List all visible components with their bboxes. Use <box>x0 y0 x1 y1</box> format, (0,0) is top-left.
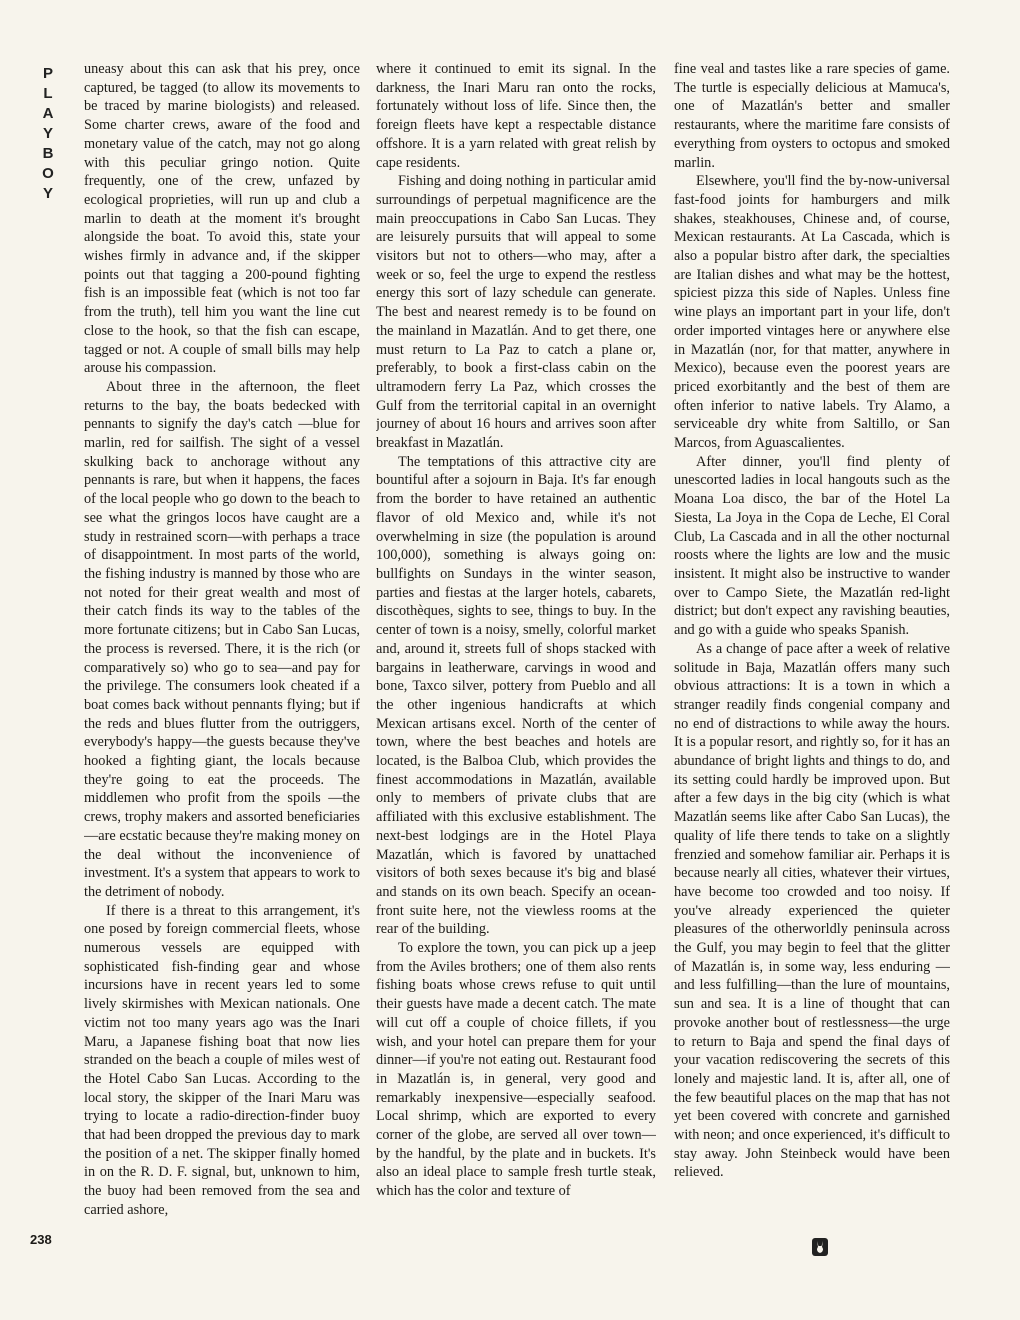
paragraph: fine veal and tastes like a rare species of game. The turtle is especially delicious at Mamuca's, one of Mazatlán's better and smaller restaurants, where the maritime fare consists of everything from oysters to octopus and smoked marlin. <box>674 61 950 171</box>
paragraph: As a change of pace after a week of relative solitude in Baja, Mazatlán offers many such obvious attractions: It is a town in which a stranger readily finds congenial company and no end of distractions to while away the hours. It is a popular resort, and rightly so, for it has an abundance of bright lights and things to do, and its setting could hardly be improved upon. But after a few days in the big city (which is what Mazatlán seems like after Cabo San Lucas), the quality of life there tends to take on a slightly frenzied and somehow familiar air. Perhaps it is because nearly all cities, whatever their virtues, have become too crowded and too noisy. If you've already experienced the quieter pleasures of the otherworldly peninsula across the Gulf, you may begin to feel that the glitter of Mazatlán is, in some way, less enduring —and less fulfilling—than the lure of mountains, sun and sea. It is a line of thought that can provoke another bout of restlessness—the urge to return to Baja and spend the final days of your vacation rediscovering the secrets of this lonely and majestic land. It is, after all, one of the few beautiful places on the map that has not yet been covered with concrete and garnished with neon; and once experienced, it's difficult to stay away. John Steinbeck would have been relieved. <box>674 640 950 1181</box>
article-column-3 <box>674 60 950 1260</box>
paragraph: where it continued to emit its signal. In the darkness, the Inari Maru ran onto the rocks, fortunately without loss of life. Since then, the foreign fleets have kept a respectable distance offshore. It is a yarn related with great relish by cape residents. <box>376 61 656 171</box>
masthead-letter: A <box>42 105 54 122</box>
rabbit-head-logo-icon <box>812 1238 828 1256</box>
paragraph: uneasy about this can ask that his prey, once captured, be tagged (to allow its movements to be traced by marine biologists) and released. Some charter crews, aware of the food and monetary value of the catch, may not go along with this peculiar gringo notion. Quite frequently, one of the crew, unfazed by ecological proprieties, will run up and club a marlin to death at the moment it's brought alongside the boat. To avoid this, state your wishes firmly in advance and, if the skipper points out that tagging a 200-pound fighting fish is an impossible feat (which is not too far from the truth), tell him you want the line cut close to the hook, so that the fish can escape, tagged or not. A couple of small bills may help arouse his compassion. <box>84 61 360 377</box>
masthead-letter: Y <box>42 185 53 202</box>
paragraph: About three in the afternoon, the fleet returns to the bay, the boats bedecked with pennants to signify the day's catch —blue for marlin, red for sailfish. The sight of a vessel skulking back to anchorage without any pennants is rare, but when it happens, the faces of the local people who go down to the beach to see what the gringos locos have caught are a study in restrained scorn—with perhaps a trace of disappointment. In most parts of the world, the fishing industry is manned by those who are not noted for their great wealth and most of their catch finds its way to the tables of the more fortunate citizens; but in Cabo San Lucas, the process is reversed. There, it is the rich (or comparatively so) who go to sea—and pay for the privilege. The consumers look cheated if a boat comes back without pennants flying; but if the reds and blues flutter from the outriggers, everybody's happy—the guests because they've hooked a fighting giant, the locals because they're going to eat the proceeds. The middlemen who profit from the spoils —the crews, trophy makers and assorted beneficiaries—are ecstatic because they're making money on the deal without the inconvenience of investment. It's a system that appears to work to the detriment of nobody. <box>84 378 360 900</box>
paragraph: The temptations of this attractive city are bountiful after a sojourn in Baja. It's far enough from the border to have retained an authentic flavor of old Mexico and, while it's not overwhelming in size (the population is around 100,000), something is always going on: bullfights on Sundays in the winter season, parties and fiestas at the larger hotels, cabarets, discothèques, sights to see, things to buy. In the center of town is a noisy, smelly, colorful market and, around it, streets full of shops stacked with bargains in leatherware, carvings in wood and bone, Taxco silver, pottery from Pueblo and all the other ingenious handicrafts at which Mexican artisans excel. North of the center of town, where the best beaches and hotels are located, is the Balboa Club, which provides the finest accommodations in Mazatlán, available only to members of private clubs that are affiliated with this exclusive establishment. The next-best lodgings are in the Hotel Playa Mazatlán, which is favored by unattached visitors of both sexes because it's big and blasé and stands on its own beach. Specify an ocean-front suite here, not the viewless rooms at the rear of the building. <box>376 453 656 938</box>
page-number: 238 <box>30 1232 52 1247</box>
paragraph: Fishing and doing nothing in particular amid surroundings of perpetual magnificence are the main preoccupations in Cabo San Lucas. They are leisurely pursuits that will appeal to some visitors but not to others—who may, after a week or so, feel the urge to expend the restless energy this sort of lazy schedule can generate. The best and nearest remedy is to be found on the mainland in Mazatlán. And to get there, one must return to La Paz to catch a plane or, preferably, to book a first-class cabin on the ultramodern ferry La Paz, which crosses the Gulf from the territorial capital in an overnight journey of about 16 hours and arrives soon after breakfast in Mazatlán. <box>376 173 656 452</box>
masthead-letter: Y <box>42 125 53 142</box>
masthead-vertical <box>26 64 70 264</box>
article-column-1 <box>84 60 360 1260</box>
paragraph: After dinner, you'll find plenty of unescorted ladies in local hangouts such as the Moana Loa disco, the bar of the Hotel La Siesta, La Joya in the Copa de Leche, El Coral Club, La Cascada and in all the other nocturnal roosts where the lights are low and the music insistent. It might also be instructive to wander over to Campo Siete, the Mazatlán red-light district; but don't expect any ravishing beauties, and go with a guide who speaks Spanish. <box>674 453 950 639</box>
masthead-letter: O <box>42 165 54 182</box>
article-column-2 <box>376 60 656 1260</box>
masthead-letter: P <box>42 65 53 82</box>
paragraph: If there is a threat to this arrangement, it's one posed by foreign commercial fleets, whose numerous vessels are equipped with sophisticated fish-finding gear and whose incursions have in recent years led to some lively skirmishes with Mexican nationals. One victim not too many years ago was the Inari Maru, a Japanese fishing boat that now lies stranded on the beach a couple of miles west of the Hotel Cabo San Lucas. According to the local story, the skipper of the Inari Maru was trying to locate a radio-direction-finder buoy that had been dropped the previous day to mark the position of a net. The skipper finally homed in on the R. D. F. signal, but, unknown to him, the buoy had been removed from the sea and carried ashore, <box>84 902 360 1218</box>
masthead-letter: B <box>42 145 54 162</box>
paragraph: Elsewhere, you'll find the by-now-universal fast-food joints for hamburgers and milk shakes, steakhouses, Chinese and, of course, Mexican restaurants. At La Cascada, which is also a popular bistro after dark, the specialties are Italian dishes and what may be the hottest, spiciest pizza this side of Naples. Unless fine wine plays an important part in your life, don't order imported vintages here or anywhere else in Mazatlán (nor, for that matter, anywhere in Mexico), because even the poorest years are priced exorbitantly and the best of them are often inferior to native labels. Try Alamo, a serviceable dry white from Saltillo, or San Marcos, from Aguascalientes. <box>674 173 950 452</box>
masthead-letter: L <box>43 85 53 102</box>
paragraph: To explore the town, you can pick up a jeep from the Aviles brothers; one of them also rents fishing boats whose crews refuse to quit until their guests have made a decent catch. The mate will cut off a couple of choice fillets, if you wish, and your hotel can prepare them for your dinner—if you're not eating out. Restaurant food in Mazatlán is, in general, very good and remarkably inexpensive—especially seafood. Local shrimp, which are exported to every corner of the globe, are served all over town—by the handful, by the plate and in buckets. It's also an ideal place to sample fresh turtle steak, which has the color and texture of <box>376 940 656 1200</box>
